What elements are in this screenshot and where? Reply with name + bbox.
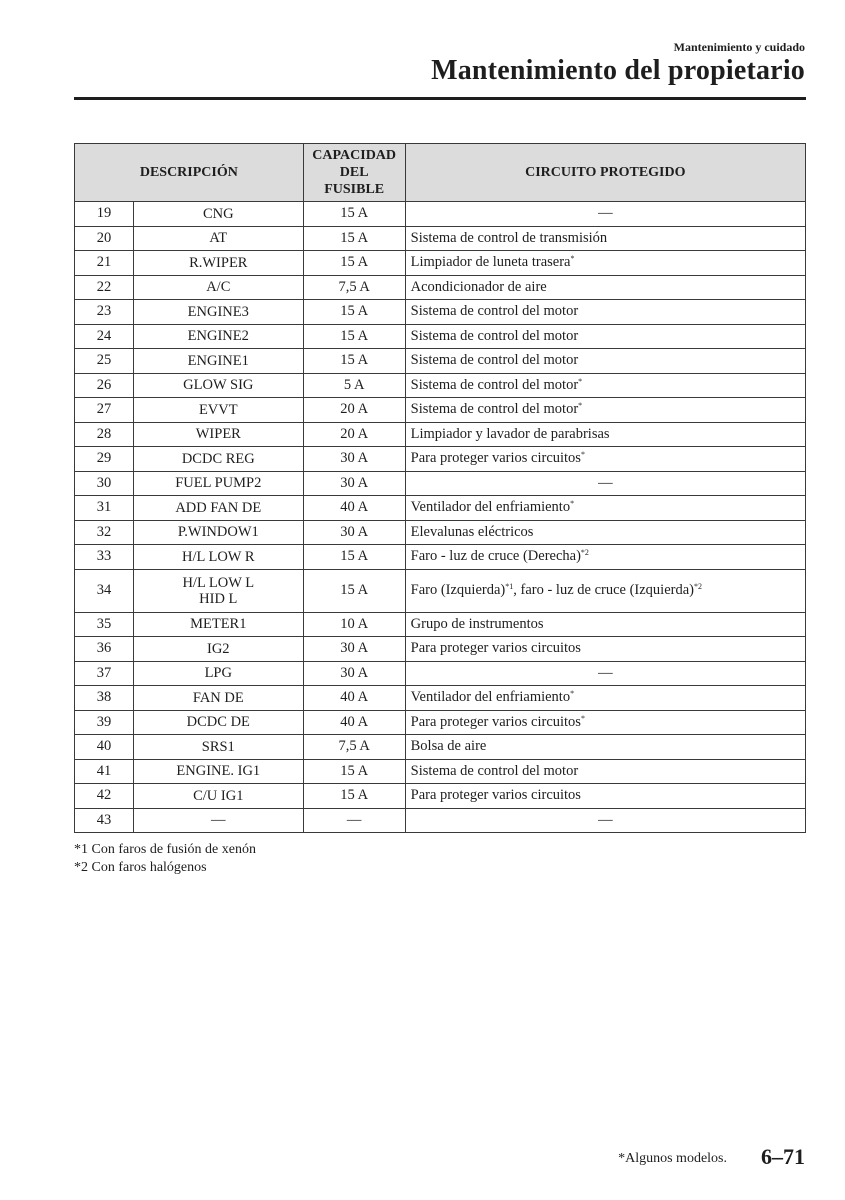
fuse-capacity-cell: 10 A <box>303 612 405 637</box>
table-row <box>75 661 806 686</box>
fuse-number-cell: 28 <box>75 422 134 447</box>
fuse-circuit-cell <box>405 808 805 833</box>
circuit-text: Acondicionador de aire <box>410 278 547 295</box>
table-row <box>75 300 806 325</box>
footnote-marker: * <box>570 689 575 699</box>
circuit-text: — <box>598 474 613 491</box>
fuse-description-line: A/C <box>206 279 231 296</box>
table-row <box>75 735 806 760</box>
fuse-capacity-cell: 7,5 A <box>303 735 405 760</box>
circuit-text: Grupo de instrumentos <box>410 615 544 632</box>
table-row <box>75 202 806 227</box>
table-row <box>75 496 806 521</box>
circuit-text: Sistema de control del motor <box>410 352 579 369</box>
fuse-number-cell: 22 <box>75 275 134 300</box>
fuse-number-cell: 35 <box>75 612 134 637</box>
circuit-text: Para proteger varios circuitos <box>410 450 581 467</box>
fuse-number-cell: 27 <box>75 398 134 423</box>
fuse-circuit-cell <box>405 275 805 300</box>
fuse-description-cell <box>133 398 303 423</box>
fuse-number-cell: 42 <box>75 784 134 809</box>
fuse-capacity-cell: 30 A <box>303 637 405 662</box>
fuse-capacity-cell: 20 A <box>303 422 405 447</box>
fuse-circuit-cell <box>405 637 805 662</box>
fuse-capacity-cell: 15 A <box>303 300 405 325</box>
table-row <box>75 324 806 349</box>
table-row <box>75 808 806 833</box>
fuse-capacity-cell: 30 A <box>303 661 405 686</box>
fuse-description-line: ADD FAN DE <box>175 499 262 516</box>
fuse-number-cell: 38 <box>75 686 134 711</box>
table-row <box>75 373 806 398</box>
footnote-marker: * <box>570 499 575 509</box>
fuse-description-cell <box>133 520 303 545</box>
fuse-description-cell <box>133 496 303 521</box>
fuse-description-cell <box>133 735 303 760</box>
fuse-capacity-cell: 7,5 A <box>303 275 405 300</box>
fuse-number-cell: 19 <box>75 202 134 227</box>
fuse-table <box>74 143 806 833</box>
header-circuit: CIRCUITO PROTEGIDO <box>405 144 805 202</box>
fuse-capacity-cell: 40 A <box>303 496 405 521</box>
table-row <box>75 471 806 496</box>
fuse-description-cell <box>133 349 303 374</box>
table-row <box>75 569 806 612</box>
fuse-circuit-cell <box>405 471 805 496</box>
fuse-capacity-cell: 15 A <box>303 324 405 349</box>
circuit-text: — <box>598 811 613 828</box>
fuse-description-cell <box>133 300 303 325</box>
fuse-description-cell <box>133 202 303 227</box>
table-row <box>75 784 806 809</box>
fuse-circuit-cell <box>405 422 805 447</box>
fuse-number-cell: 24 <box>75 324 134 349</box>
fuse-description-cell <box>133 686 303 711</box>
circuit-text: Ventilador del enfriamiento <box>410 689 571 706</box>
fuse-description-cell <box>133 612 303 637</box>
fuse-description-cell <box>133 251 303 276</box>
fuse-number-cell: 29 <box>75 447 134 472</box>
fuse-circuit-cell <box>405 324 805 349</box>
footnote-marker: * <box>580 450 585 460</box>
table-row <box>75 520 806 545</box>
footnote-marker: *1 <box>505 582 514 591</box>
fuse-table-header <box>75 144 806 202</box>
fuse-description-cell <box>133 569 303 612</box>
fuse-description-line: FUEL PUMP2 <box>175 475 262 492</box>
fuse-capacity-cell: 15 A <box>303 349 405 374</box>
table-row <box>75 612 806 637</box>
fuse-circuit-cell <box>405 496 805 521</box>
fuse-description-cell <box>133 324 303 349</box>
table-row <box>75 349 806 374</box>
footnote-marker: * <box>578 376 583 386</box>
table-row <box>75 710 806 735</box>
circuit-text: — <box>598 205 613 222</box>
table-row <box>75 226 806 251</box>
header-description: DESCRIPCIÓN <box>75 144 304 202</box>
fuse-description-line: ENGINE. IG1 <box>176 763 261 780</box>
fuse-description-line: — <box>211 812 226 829</box>
fuse-circuit-cell <box>405 569 805 612</box>
footnote-marker: * <box>570 254 575 264</box>
fuse-circuit-cell <box>405 661 805 686</box>
table-row <box>75 637 806 662</box>
circuit-text: Para proteger varios circuitos <box>410 713 581 730</box>
fuse-circuit-cell <box>405 202 805 227</box>
header-rule <box>74 97 806 100</box>
fuse-capacity-cell: 15 A <box>303 226 405 251</box>
fuse-description-line: H/L LOW R <box>182 548 255 565</box>
fuse-description-line: GLOW SIG <box>183 377 254 394</box>
fuse-description-line: DCDC REG <box>181 450 255 467</box>
fuse-circuit-cell <box>405 447 805 472</box>
fuse-number-cell: 39 <box>75 710 134 735</box>
fuse-description-line: HID L <box>199 590 238 607</box>
fuse-number-cell: 31 <box>75 496 134 521</box>
fuse-capacity-cell: 15 A <box>303 202 405 227</box>
fuse-number-cell: 37 <box>75 661 134 686</box>
fuse-number-cell: 43 <box>75 808 134 833</box>
circuit-text: Ventilador del enfriamiento <box>410 499 571 516</box>
page-number: 6–71 <box>761 1144 805 1169</box>
fuse-number-cell: 30 <box>75 471 134 496</box>
fuse-capacity-cell: — <box>303 808 405 833</box>
fuse-description-cell <box>133 784 303 809</box>
footnote-marker: * <box>578 401 583 411</box>
fuse-circuit-cell <box>405 612 805 637</box>
fuse-description-line: LPG <box>204 665 232 682</box>
fuse-capacity-cell: 15 A <box>303 569 405 612</box>
fuse-number-cell: 40 <box>75 735 134 760</box>
fuse-description-cell <box>133 373 303 398</box>
fuse-capacity-cell: 15 A <box>303 545 405 570</box>
fuse-number-cell: 20 <box>75 226 134 251</box>
fuse-description-line: WIPER <box>195 426 241 443</box>
circuit-text: Limpiador y lavador de parabrisas <box>410 425 610 442</box>
table-row <box>75 447 806 472</box>
fuse-capacity-cell: 15 A <box>303 784 405 809</box>
fuse-description-line: H/L LOW L <box>182 574 255 591</box>
fuse-description-cell <box>133 759 303 784</box>
fuse-capacity-cell: 30 A <box>303 520 405 545</box>
fuse-circuit-cell <box>405 710 805 735</box>
section-title: Mantenimiento y cuidado <box>673 40 805 54</box>
fuse-number-cell: 23 <box>75 300 134 325</box>
fuse-number-cell: 25 <box>75 349 134 374</box>
header-capacity <box>303 144 405 202</box>
circuit-text: Sistema de control del motor <box>410 303 579 320</box>
circuit-text: , faro - luz de cruce (Izquierda) <box>513 582 694 598</box>
fuse-description-cell <box>133 661 303 686</box>
fuse-capacity-cell: 20 A <box>303 398 405 423</box>
table-row <box>75 759 806 784</box>
fuse-description-line: METER1 <box>190 616 247 633</box>
circuit-text: Faro (Izquierda) <box>410 582 506 598</box>
circuit-text: Para proteger varios circuitos <box>410 787 581 804</box>
fuse-description-line: IG2 <box>207 640 230 657</box>
fuse-description-line: C/U IG1 <box>193 787 244 804</box>
fuse-number-cell: 41 <box>75 759 134 784</box>
fuse-circuit-cell <box>405 226 805 251</box>
table-row <box>75 275 806 300</box>
table-row <box>75 545 806 570</box>
table-row <box>75 398 806 423</box>
fuse-number-cell: 26 <box>75 373 134 398</box>
fuse-description-cell <box>133 637 303 662</box>
fuse-description-cell <box>133 471 303 496</box>
fuse-description-line: ENGINE1 <box>187 352 249 369</box>
fuse-circuit-cell <box>405 520 805 545</box>
fuse-capacity-cell: 40 A <box>303 710 405 735</box>
chapter-title: Mantenimiento del propietario <box>431 55 805 86</box>
fuse-circuit-cell <box>405 373 805 398</box>
fuse-description-line: EVVT <box>198 401 238 418</box>
fuse-circuit-cell <box>405 398 805 423</box>
fuse-circuit-cell <box>405 349 805 374</box>
fuse-description-line: SRS1 <box>201 738 235 755</box>
footnote-2: *2 Con faros halógenos <box>74 860 207 875</box>
fuse-description-cell <box>133 422 303 447</box>
fuse-description-line: FAN DE <box>192 689 244 706</box>
fuse-circuit-cell <box>405 251 805 276</box>
fuse-circuit-cell <box>405 545 805 570</box>
fuse-description-line: P.WINDOW1 <box>177 524 259 541</box>
fuse-capacity-cell: 40 A <box>303 686 405 711</box>
fuse-number-cell: 34 <box>75 569 134 612</box>
header-capacity-line: CAPACIDAD <box>312 148 397 163</box>
fuse-description-line: R.WIPER <box>189 254 248 271</box>
table-row <box>75 251 806 276</box>
fuse-description-line: ENGINE3 <box>187 303 249 320</box>
fuse-circuit-cell <box>405 784 805 809</box>
fuse-description-cell <box>133 545 303 570</box>
fuse-circuit-cell <box>405 759 805 784</box>
fuse-number-cell: 36 <box>75 637 134 662</box>
fuse-number-cell: 32 <box>75 520 134 545</box>
fuse-circuit-cell <box>405 686 805 711</box>
fuse-description-line: ENGINE2 <box>187 328 249 345</box>
fuse-description-line: AT <box>209 230 228 247</box>
footnote-1: *1 Con faros de fusión de xenón <box>74 842 256 857</box>
fuse-number-cell: 33 <box>75 545 134 570</box>
fuse-capacity-cell: 30 A <box>303 447 405 472</box>
fuse-capacity-cell: 30 A <box>303 471 405 496</box>
footnote-marker: *2 <box>580 548 589 558</box>
fuse-table-body <box>75 202 806 833</box>
fuse-capacity-cell: 5 A <box>303 373 405 398</box>
circuit-text: — <box>598 664 613 681</box>
circuit-text: Para proteger varios circuitos <box>410 640 581 657</box>
footer-note: *Algunos modelos. <box>618 1151 727 1166</box>
fuse-circuit-cell <box>405 735 805 760</box>
fuse-description-cell <box>133 447 303 472</box>
circuit-text: Sistema de control del motor <box>410 762 579 779</box>
fuse-number-cell: 21 <box>75 251 134 276</box>
fuse-description-line: DCDC DE <box>186 714 250 731</box>
circuit-text: Faro - luz de cruce (Derecha) <box>410 548 581 565</box>
fuse-capacity-cell: 15 A <box>303 759 405 784</box>
circuit-text: Sistema de control del motor <box>410 327 579 344</box>
circuit-text: Sistema de control del motor <box>410 401 579 418</box>
footnotes <box>74 841 256 877</box>
table-row <box>75 422 806 447</box>
fuse-description-line: CNG <box>202 205 234 222</box>
circuit-text: Sistema de control de transmisión <box>410 229 608 246</box>
fuse-description-cell <box>133 808 303 833</box>
circuit-text: Bolsa de aire <box>410 738 487 755</box>
footnote-marker: * <box>580 713 585 723</box>
table-row <box>75 686 806 711</box>
fuse-circuit-cell <box>405 300 805 325</box>
circuit-text: Sistema de control del motor <box>410 376 579 393</box>
circuit-text: Limpiador de luneta trasera <box>410 254 571 271</box>
fuse-description-cell <box>133 710 303 735</box>
fuse-description-cell <box>133 275 303 300</box>
circuit-text: Elevalunas eléctricos <box>410 523 534 540</box>
footnote-marker: *2 <box>693 582 702 591</box>
fuse-capacity-cell: 15 A <box>303 251 405 276</box>
header-capacity-line: DEL <box>339 165 369 180</box>
fuse-description-cell <box>133 226 303 251</box>
header-capacity-line: FUSIBLE <box>324 182 385 197</box>
